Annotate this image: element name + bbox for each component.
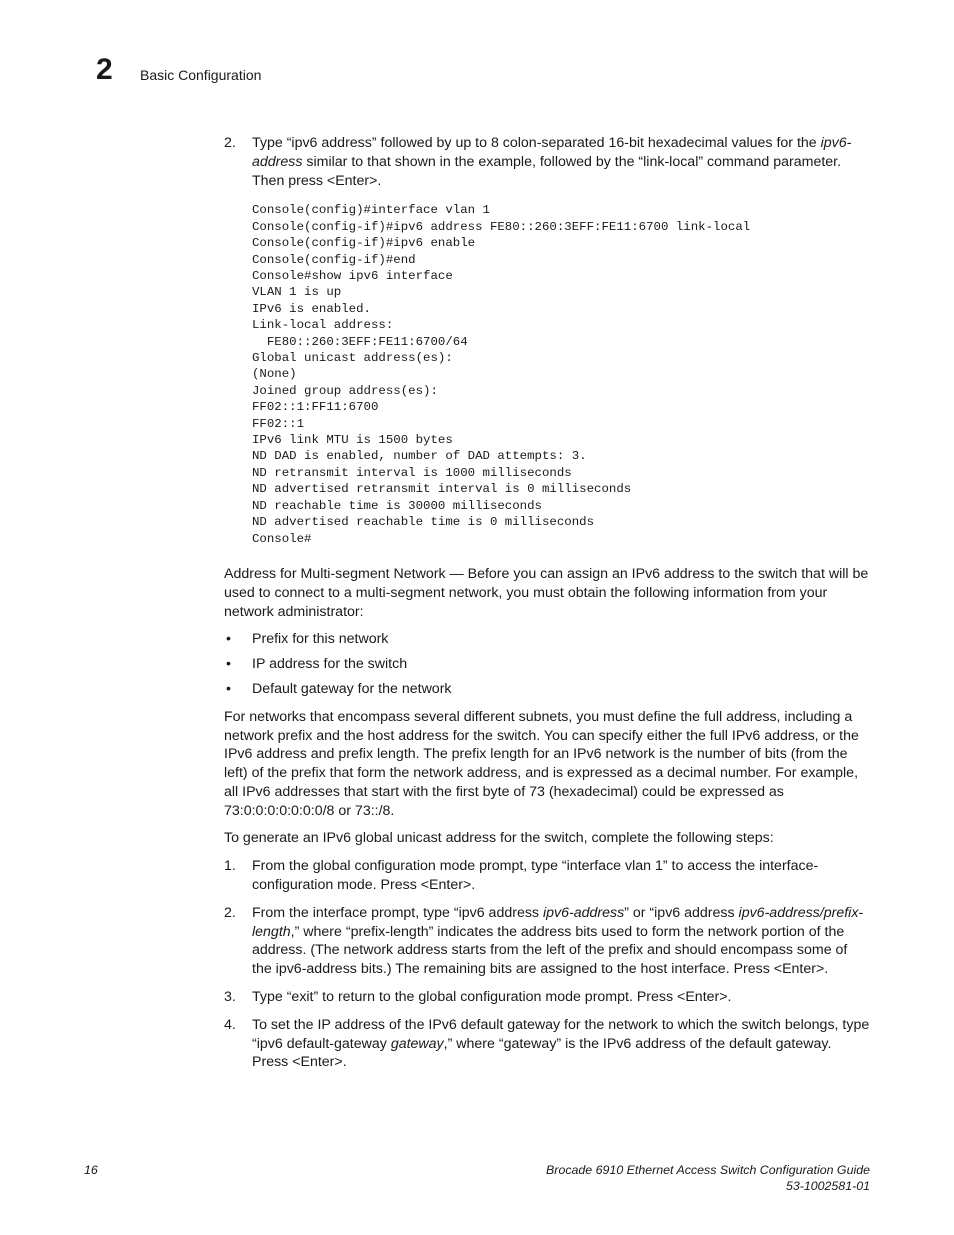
footer-guide-info <box>546 1162 870 1194</box>
step-number: 3. <box>224 989 236 1006</box>
step-intro <box>224 134 870 190</box>
list-item <box>224 680 870 699</box>
step-4 <box>224 1016 870 1072</box>
list-item-text: Prefix for this network <box>252 631 389 648</box>
step-2 <box>224 904 870 979</box>
page-number: 16 <box>84 1163 98 1177</box>
code-block: Console(config)#interface vlan 1 Console(config-if)#ipv6 address FE80::260:3EFF:FE11:6700 link-local Console(config-if)#ipv6 enable Console(config-if)#end Console#show ipv6 interface VLAN 1 is up IPv6 is enabled. Link-local address: FE80::260:3EFF:FE11:6700/64 Global unicast address(es): (None) Joined group address(es): FF02::1:FF11:6700 FF02::1 IPv6 link MTU is 1500 bytes ND DAD is enabled, number of DAD attempts: 3. ND retransmit interval is 1000 milliseconds ND advertised retransmit interval is 0 milliseconds ND reachable time is 30000 milliseconds ND advertised reachable time is 0 milliseconds Console# <box>252 203 751 546</box>
step-text-italic: ipv6-address <box>252 135 852 170</box>
bullet-icon: • <box>226 656 231 673</box>
step-1 <box>224 857 870 895</box>
step-number: 1. <box>224 858 236 875</box>
step-text-italic: ipv6-address/prefix-length <box>252 904 864 940</box>
list-item <box>224 630 870 649</box>
list-item-text: IP address for the switch <box>252 656 408 673</box>
step-number: 2. <box>224 135 236 151</box>
step-text: Type “ipv6 address” followed by up to 8 colon-separated 16-bit hexadecimal values for the <box>252 135 821 151</box>
bullet-icon: • <box>226 680 231 697</box>
chapter-title: Basic Configuration <box>140 67 262 83</box>
step-text: ,” where “gateway” is the IPv6 address of the default gateway. Press <Enter>. <box>252 1035 832 1071</box>
paragraph-generate: To generate an IPv6 global unicast address for the switch, complete the following steps: <box>224 830 774 847</box>
step-text-italic: gateway <box>390 1035 444 1052</box>
list-item-text: Default gateway for the network <box>252 680 452 697</box>
step-text: Type “exit” to return to the global configuration mode prompt. Press <Enter>. <box>252 989 732 1006</box>
paragraph-subnets: For networks that encompass several different subnets, you must define the full address, including a network prefix and the host address for the switch. You can specify either the full IPv6 address, or the IPv6 address and prefix length. The prefix length for an IPv6 network is the number of bits (from the left) of the prefix that form the network address, and is expressed as a decimal number. For example, all IPv6 addresses that start with the first byte of 73 (hexadecimal) could be expressed as 73:0:0:0:0:0:0:0/8 or 73::/8. <box>224 708 859 819</box>
step-text: From the interface prompt, type “ipv6 address <box>252 904 543 921</box>
doc-number: 53-1002581-01 <box>785 1179 870 1193</box>
bullet-icon: • <box>226 631 231 648</box>
step-text: similar to that shown in the example, followed by the “link-local” command parameter. Then press <Enter>. <box>252 153 842 189</box>
step-3 <box>224 988 870 1007</box>
bullet-list <box>224 630 870 698</box>
list-item <box>224 655 870 674</box>
step-text: To set the IP address of the IPv6 default gateway for the network to which the switch belongs, type “ipv6 default-gateway <box>252 1016 870 1052</box>
page-content <box>224 134 870 1081</box>
step-text-italic: ipv6-address <box>542 904 625 921</box>
paragraph-multisegment: Address for Multi-segment Network — Before you can assign an IPv6 address to the switch that will be used to connect to a multi-segment network, you must obtain the following information from your network administrator: <box>224 565 869 620</box>
step-text: ,” where “prefix-length” indicates the address bits used to form the network portion of the address. (The network address starts from the left of the prefix and should encompass some of the ipv6-address bits.) The remaining bits are assigned to the host interface. Press <Enter>. <box>252 923 848 978</box>
guide-title: Brocade 6910 Ethernet Access Switch Configuration Guide <box>546 1163 870 1177</box>
step-text: From the global configuration mode prompt, type “interface vlan 1” to access the interface-configuration mode. Press <Enter>. <box>252 858 819 894</box>
chapter-number: 2 <box>96 53 113 86</box>
step-number: 2. <box>224 904 236 921</box>
step-number: 4. <box>224 1016 236 1033</box>
step-text: ” or “ipv6 address <box>624 904 739 921</box>
